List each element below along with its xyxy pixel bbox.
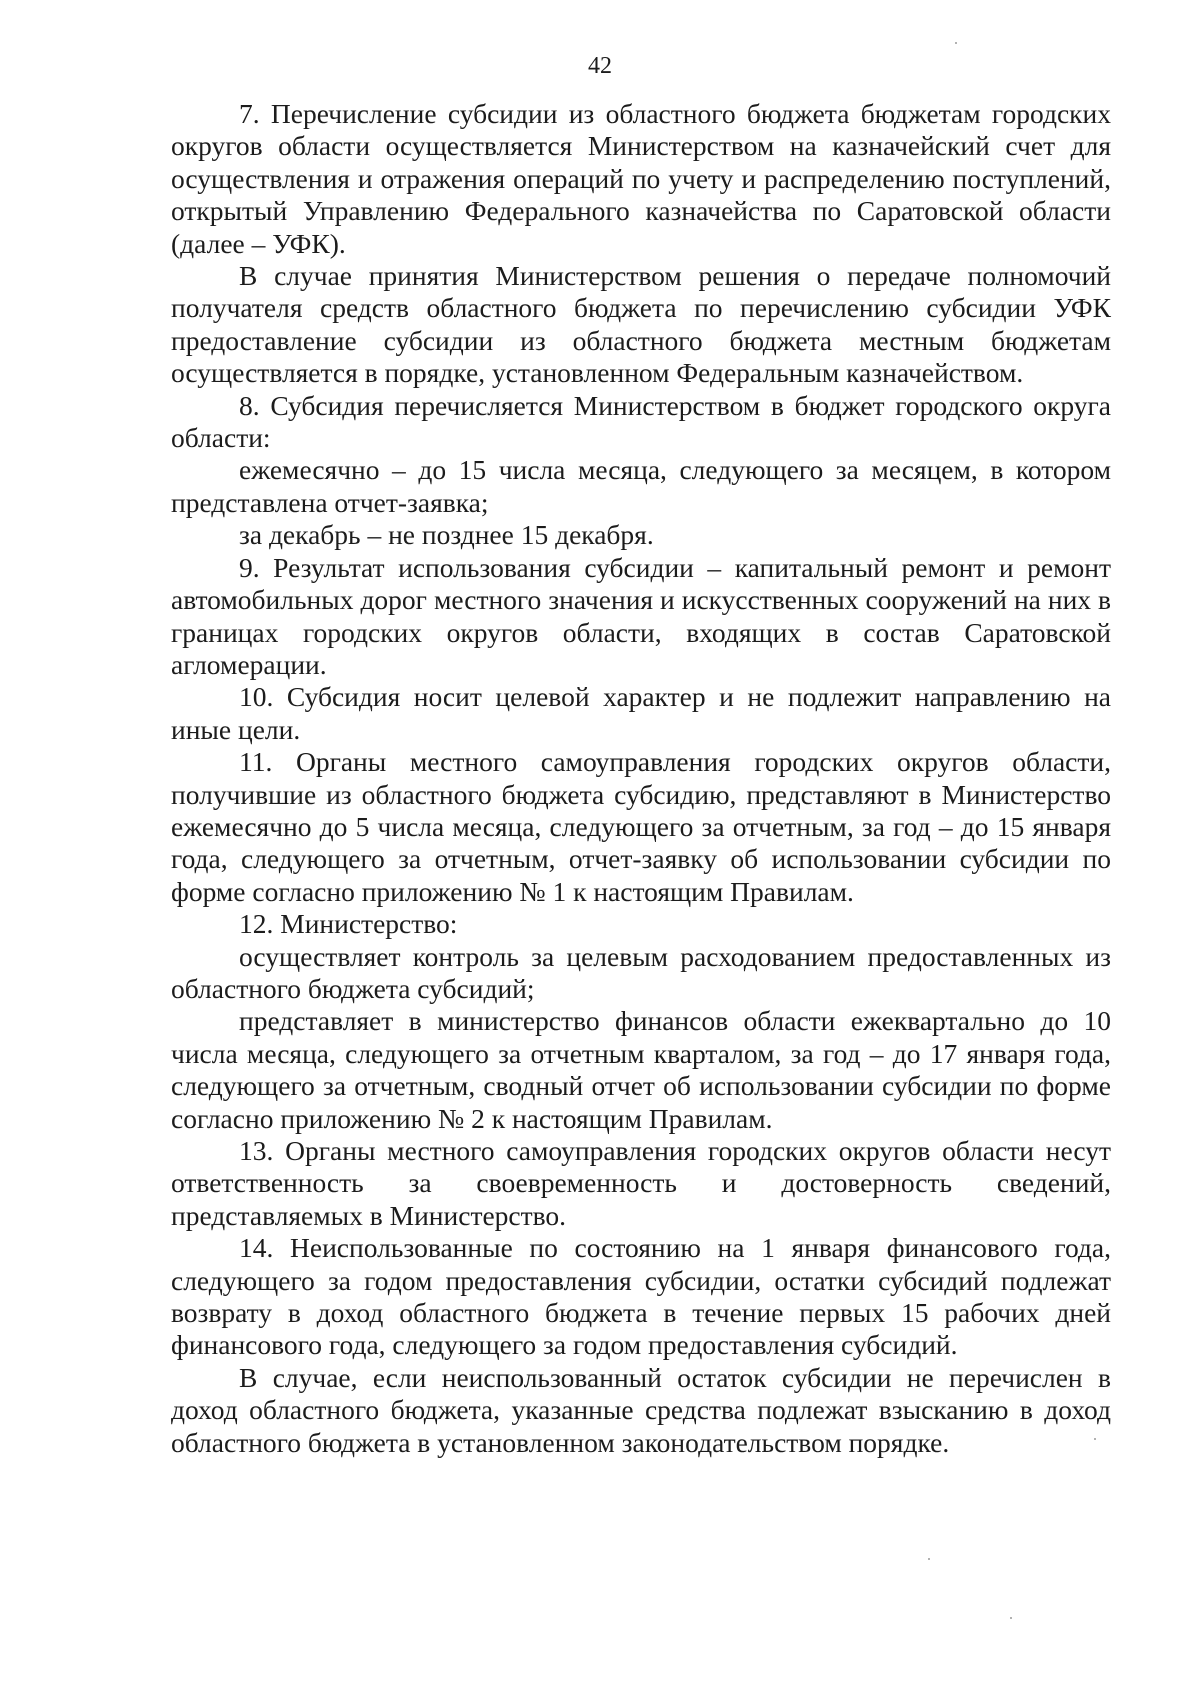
paragraph-8-monthly: ежемесячно – до 15 числа месяца, следующего за месяцем, в котором представлена отчет-заявка; (171, 454, 1111, 518)
scan-speck (1094, 1438, 1096, 1440)
paragraph-9: 9. Результат использования субсидии – капитальный ремонт и ремонт автомобильных дорог местного значения и искусственных сооружений на них в границах городских округов области, входящих в состав Саратовской агломерации. (171, 551, 1111, 680)
document-body (171, 98, 1111, 1459)
paragraph-7-continuation: В случае принятия Министерством решения о передаче полномочий получателя средств областного бюджета по перечислению субсидии УФК предоставление субсидии из областного бюджета местным бюджетам осуществляется в порядке, установленном Федеральным казначейством. (171, 260, 1111, 389)
paragraph-13: 13. Органы местного самоуправления городских округов области несут ответственность за своевременность и достоверность сведений, представляемых в Министерство. (171, 1135, 1111, 1231)
scan-speck (955, 42, 957, 44)
paragraph-7: 7. Перечисление субсидии из областного бюджета бюджетам городских округов области осуществляется Министерством на казначейский счет для осуществления и отражения операций по учету и распределению поступлений, открытый Управлению Федерального казначейства по Саратовской области (далее – УФК). (171, 98, 1111, 259)
paragraph-12-control: осуществляет контроль за целевым расходованием предоставленных из областного бюджета субсидий; (171, 940, 1111, 1004)
paragraph-8: 8. Субсидия перечисляется Министерством в бюджет городского округа области: (171, 389, 1111, 454)
paragraph-11: 11. Органы местного самоуправления городских округов области, получившие из областного бюджета субсидию, представляют в Министерство ежемесячно до 5 числа месяца, следующего за отчетным, за год – до 15 января года, следующего за отчетным, отчет-заявку об использовании субсидии по форме согласно приложению № 1 к настоящим Правилам. (171, 746, 1111, 907)
paragraph-12: 12. Министерство: (239, 908, 458, 940)
scan-speck (1010, 1617, 1012, 1619)
paragraph-14: 14. Неиспользованные по состоянию на 1 января финансового года, следующего за годом предоставления субсидии, остатки субсидий подлежат возврату в доход областного бюджета в течение первых 15 рабочих дней финансового года, следующего за годом предоставления субсидий. (171, 1232, 1111, 1361)
page-number: 42 (588, 53, 612, 79)
paragraph-8-december: за декабрь – не позднее 15 декабря. (239, 519, 654, 551)
paragraph-12-report: представляет в министерство финансов области ежеквартально до 10 числа месяца, следующего за отчетным кварталом, за год – до 17 января года, следующего за отчетным, сводный отчет об использовании субсидии по форме согласно приложению № 2 к настоящим Правилам. (171, 1005, 1111, 1134)
paragraph-14-continuation: В случае, если неиспользованный остаток субсидии не перечислен в доход областного бюджета, указанные средства подлежат взысканию в доход областного бюджета в установленном законодательством порядке. (171, 1361, 1111, 1458)
paragraph-10: 10. Субсидия носит целевой характер и не подлежит направлению на иные цели. (171, 681, 1111, 745)
scan-speck (928, 1558, 930, 1560)
